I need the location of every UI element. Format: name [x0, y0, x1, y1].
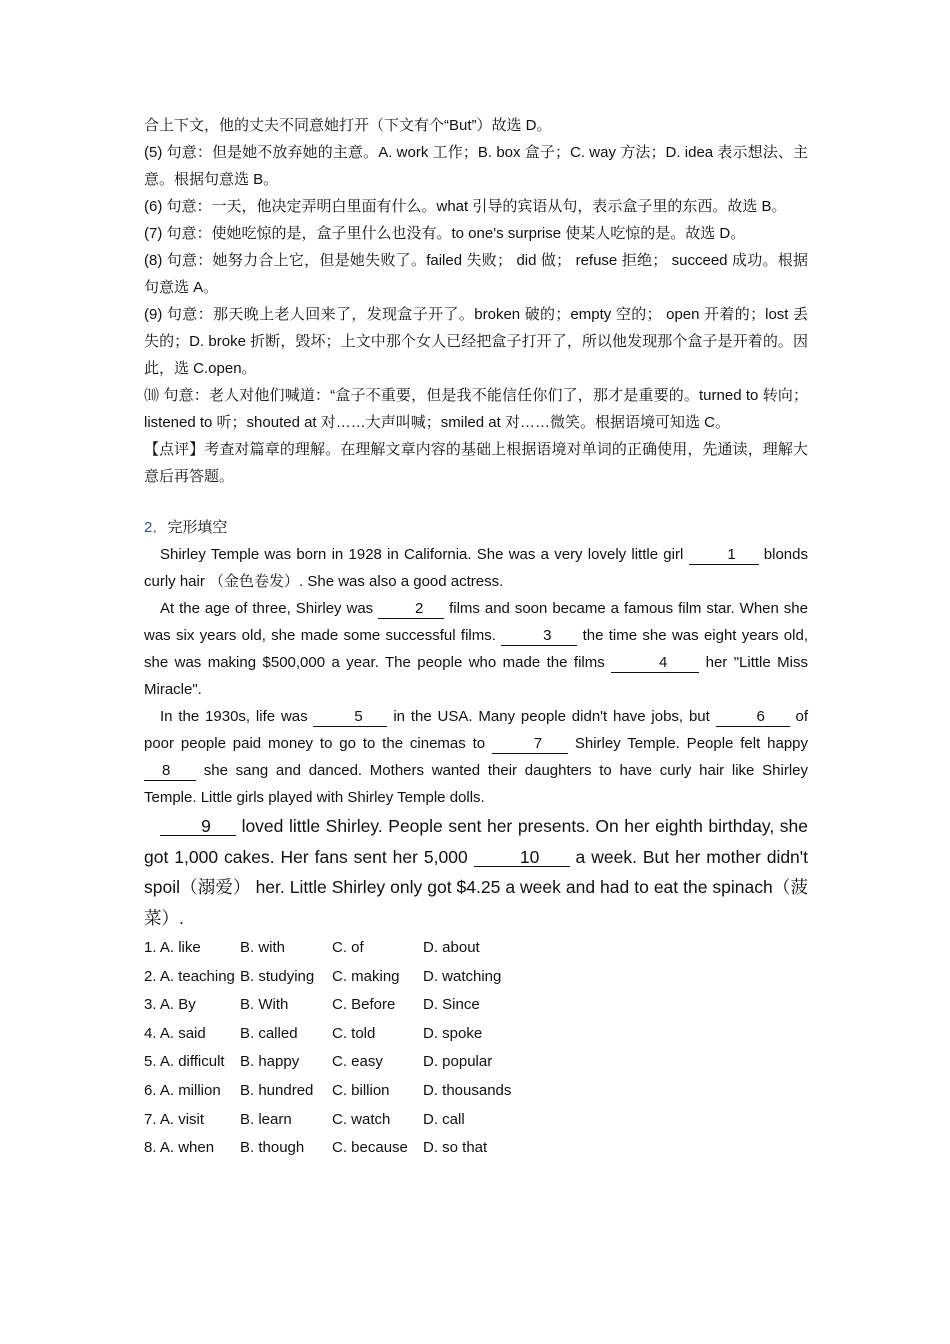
passage-paragraph-3 [144, 703, 808, 811]
section-number: 2． [144, 519, 168, 536]
option-d: D. watching [423, 967, 502, 985]
section-heading [144, 514, 808, 541]
option-b: B. learn [240, 1110, 292, 1128]
passage-text: blonds curly hair （金色卷发）. She was also a good actress. [144, 546, 808, 590]
option-a: 6. A. million [144, 1081, 221, 1099]
option-row [144, 1134, 808, 1163]
passage-text: loved little Shirley. People sent her presents. On her eighth birthday, she got 1,000 cakes. Her fans sent her 5,000 [144, 816, 808, 867]
passage-text: In the 1930s, life was [160, 708, 314, 725]
blank-9: 9 [160, 817, 236, 836]
option-a: 1. A. like [144, 939, 201, 956]
passage-text: films and soon became a famous film star. When she was six years old, she made some successful films. [144, 600, 808, 644]
option-d: D. Since [423, 996, 480, 1014]
passage-text: a week. But her mother didn't spoil（溺爱） her. Little Shirley only got $4.25 a week and had to eat the spinach（菠菜）. [144, 846, 808, 928]
option-a: 7. A. visit [144, 1110, 205, 1128]
option-c: C. told [332, 1024, 376, 1042]
option-a: 2. A. teaching [144, 967, 235, 985]
option-b: B. hundred [240, 1081, 314, 1099]
blank-2: 2 [378, 600, 444, 619]
document-page [144, 112, 808, 1163]
option-b: B. With [240, 996, 289, 1014]
option-b: B. with [240, 939, 286, 956]
passage-paragraph-1 [144, 541, 808, 595]
blank-8: 8 [144, 762, 196, 781]
option-row [144, 934, 808, 963]
passage-text: her "Little Miss Miracle". [144, 654, 808, 698]
option-c: C. watch [332, 1110, 391, 1128]
option-d: D. call [423, 1110, 465, 1128]
option-row [144, 991, 808, 1020]
option-c: C. because [332, 1139, 408, 1157]
passage-text: At the age of three, Shirley was [160, 600, 379, 617]
option-c: C. making [332, 967, 400, 985]
option-d: D. thousands [423, 1081, 512, 1099]
comment-paragraph: 【点评】考查对篇章的理解。在理解文章内容的基础上根据语境对单词的正确使用，先通读，理解大意后再答题。 [144, 441, 808, 485]
option-a: 3. A. By [144, 996, 196, 1014]
option-a: 8. A. when [144, 1139, 215, 1157]
explanation-8: (8) 句意：她努力合上它，但是她失败了。failed 失败； did 做； refuse 拒绝； succeed 成功。根据句意选 A。 [144, 252, 808, 296]
passage-paragraph-4 [144, 811, 808, 933]
option-a: 4. A. said [144, 1024, 206, 1042]
option-row [144, 963, 808, 992]
blank-6: 6 [716, 708, 790, 727]
option-c: C. easy [332, 1053, 383, 1071]
passage-text: Shirley Temple. People felt happy [568, 735, 808, 752]
option-b: B. studying [240, 967, 315, 985]
section-title: 完形填空 [167, 519, 228, 536]
option-a: 5. A. difficult [144, 1053, 225, 1071]
option-c: C. of [332, 939, 364, 956]
option-row [144, 1077, 808, 1106]
explanation-10: ⑽ 句意：老人对他们喊道：“盒子不重要，但是我不能信任你们了，那才是重要的。turned to 转向；listened to 听；shouted at 对……大声叫喊；smiled at 对……微笑。根据语境可知选 C。 [144, 387, 808, 431]
blank-10: 10 [474, 848, 570, 867]
passage-text: she sang and danced. Mothers wanted their daughters to have curly hair like Shirley Temple. Little girls played with Shirley Temple dolls. [144, 762, 808, 806]
blank-5: 5 [313, 708, 387, 727]
option-d: D. so that [423, 1139, 488, 1157]
passage-text: Shirley Temple was born in 1928 in California. She was a very lovely little girl [160, 546, 689, 563]
options-list [144, 934, 808, 1163]
option-row [144, 1048, 808, 1077]
blank-3: 3 [501, 627, 577, 646]
option-b: B. though [240, 1139, 305, 1157]
option-d: D. about [423, 939, 480, 956]
option-b: B. called [240, 1024, 298, 1042]
explanation-7: (7) 句意：使她吃惊的是，盒子里什么也没有。to one's surprise 使某人吃惊的是。故选 D。 [144, 225, 746, 242]
option-row [144, 1020, 808, 1049]
option-d: D. spoke [423, 1024, 483, 1042]
explanation-5: (5) 句意：但是她不放弃她的主意。A. work 工作；B. box 盒子；C. way 方法；D. idea 表示想法、主意。根据句意选 B。 [144, 144, 808, 188]
passage-text: of poor people paid money to go to the cinemas to [144, 708, 809, 752]
blank-4: 4 [611, 654, 699, 673]
blank-7: 7 [492, 735, 568, 754]
explanation-6: (6) 句意：一天，他决定弄明白里面有什么。what 引导的宾语从句，表示盒子里的东西。故选 B。 [144, 198, 787, 215]
option-c: C. billion [332, 1081, 390, 1099]
blank-1: 1 [689, 546, 759, 565]
option-d: D. popular [423, 1053, 493, 1071]
explanation-4-tail: 合上下文，他的丈夫不同意她打开（下文有个“But”）故选 D。 [144, 117, 552, 134]
option-b: B. happy [240, 1053, 300, 1071]
explanation-9: (9) 句意：那天晚上老人回来了，发现盒子开了。broken 破的；empty 空的； open 开着的；lost 丢失的；D. broke 折断，毁坏；上文中那个女人已经把盒子打开了，所以他发现那个盒子是开着的。因此，选 C.open。 [144, 306, 808, 377]
passage-paragraph-2 [144, 595, 808, 703]
passage-text: the time she was eight years old, she was making $500,000 a year. The people who made the films [144, 627, 808, 671]
option-row [144, 1106, 808, 1135]
option-c: C. Before [332, 996, 396, 1014]
passage-text: in the USA. Many people didn't have jobs, but [387, 708, 716, 725]
